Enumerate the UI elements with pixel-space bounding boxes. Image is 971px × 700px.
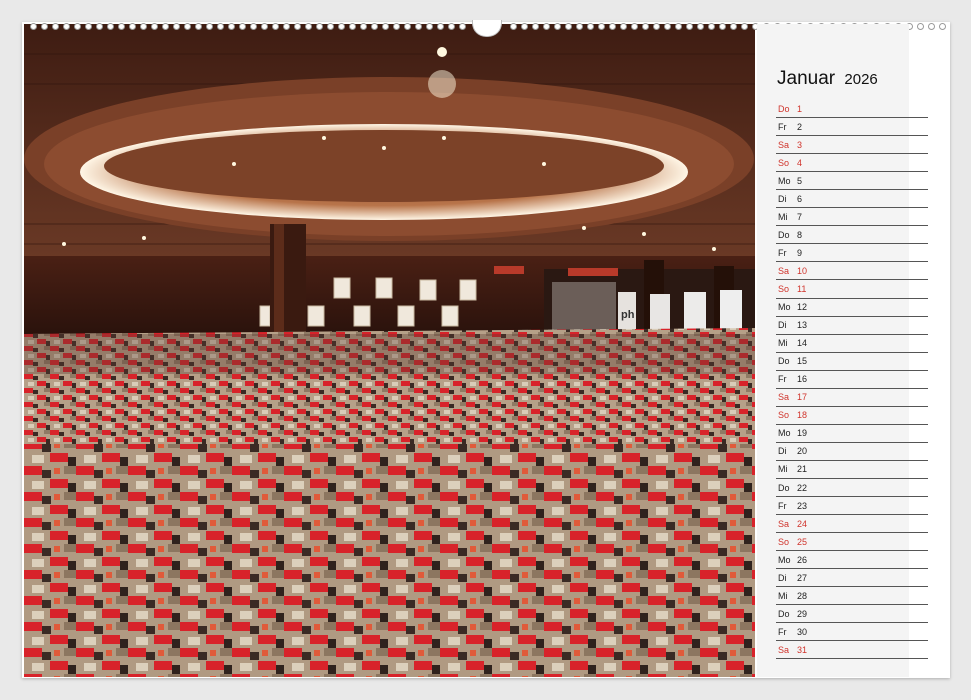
day-number: 13 [797,320,808,331]
day-row [776,587,928,605]
weekday-label: Sa [778,139,790,150]
binding-hole [140,23,147,30]
binding-hole [261,23,268,30]
binding-hole [664,23,671,30]
weekday-label: Mi [778,464,788,475]
day-number: 16 [797,374,808,385]
day-row [776,407,928,425]
day-number: 17 [797,392,808,403]
binding-hole [206,23,213,30]
day-number: 24 [797,518,808,529]
binding-hole [283,23,290,30]
weekday-label: Di [778,446,787,457]
binding-hole [338,23,345,30]
binding-hole [217,23,224,30]
binding-hole [917,23,924,30]
day-row [776,353,928,371]
binding-hole [543,23,550,30]
binding-hole [250,23,257,30]
day-row [776,172,928,190]
binding-hole [598,23,605,30]
day-row [776,299,928,317]
binding-hole [565,23,572,30]
month-name: Januar [777,68,836,89]
binding-hole [448,23,455,30]
day-number: 20 [797,446,808,457]
binding-hole [316,23,323,30]
weekday-label: Do [778,356,790,367]
binding-hole [437,23,444,30]
binding-hole [30,23,37,30]
binding-hole [554,23,561,30]
ballroom-photo [24,24,755,677]
weekday-label: Sa [778,518,790,529]
day-row [776,280,928,298]
binding-hole [173,23,180,30]
day-number: 7 [797,211,803,222]
binding-hole [587,23,594,30]
binding-hole [609,23,616,30]
day-number: 12 [797,302,808,313]
day-number: 3 [797,139,803,150]
day-row [776,515,928,533]
weekday-label: So [778,410,790,421]
day-number: 4 [797,157,803,168]
weekday-label: Do [778,229,790,240]
day-number: 6 [797,193,803,204]
binding-hole [272,23,279,30]
weekday-label: Do [778,103,790,114]
day-row [776,443,928,461]
binding-hole [708,23,715,30]
binding-hole [697,23,704,30]
weekday-label: Sa [778,265,790,276]
day-number: 2 [797,121,803,132]
binding-hole [305,23,312,30]
day-number: 15 [797,356,808,367]
day-number: 22 [797,482,808,493]
binding-hole [74,23,81,30]
day-row [776,605,928,623]
weekday-label: Di [778,193,787,204]
binding-hole [653,23,660,30]
day-number: 31 [797,644,808,655]
binding-hole [63,23,70,30]
binding-hole [195,23,202,30]
binding-hole [730,23,737,30]
binding-hole [532,23,539,30]
day-number: 1 [797,103,803,114]
day-row [776,425,928,443]
day-number: 21 [797,464,808,475]
binding-hole [576,23,583,30]
binding-hole [294,23,301,30]
binding-hole [719,23,726,30]
day-row [776,641,928,659]
day-row [776,118,928,136]
binding-hole [360,23,367,30]
binding-hole [228,23,235,30]
day-number: 11 [797,283,807,294]
binding-hole [521,23,528,30]
month-title [777,68,878,90]
binding-hole [426,23,433,30]
day-row [776,100,928,118]
day-number: 25 [797,536,808,547]
weekday-label: Mo [778,554,791,565]
day-row [776,497,928,515]
day-number: 14 [797,338,808,349]
day-number: 26 [797,554,808,565]
binding-hole [41,23,48,30]
binding-hole [327,23,334,30]
binding-hole [393,23,400,30]
weekday-label: Mo [778,175,791,186]
weekday-label: Mi [778,211,788,222]
binding-hole [85,23,92,30]
binding-hole [459,23,466,30]
weekday-label: Mi [778,590,788,601]
day-number: 29 [797,608,808,619]
sign-text: ph [621,309,635,321]
binding-hole [162,23,169,30]
binding-hole [675,23,682,30]
ballroom-photo-graphic [24,24,755,677]
weekday-label: So [778,283,790,294]
day-row [776,623,928,641]
binding-hole [939,23,946,30]
day-number: 30 [797,626,808,637]
day-row [776,208,928,226]
binding-hole [415,23,422,30]
binding-hole [928,23,935,30]
weekday-label: Fr [778,500,787,511]
binding-hole [52,23,59,30]
weekday-label: Di [778,572,787,583]
binding-hole [184,23,191,30]
binding-hole [741,23,748,30]
day-number: 10 [797,265,808,276]
day-row [776,569,928,587]
day-row [776,479,928,497]
day-number: 5 [797,175,803,186]
weekday-label: Mi [778,338,788,349]
day-row [776,226,928,244]
weekday-label: Di [778,320,787,331]
binding-hole [620,23,627,30]
day-row [776,136,928,154]
weekday-label: So [778,157,790,168]
binding-hole [404,23,411,30]
weekday-label: Fr [778,626,787,637]
binding-hole [349,23,356,30]
weekday-label: Fr [778,247,787,258]
day-number: 28 [797,590,808,601]
day-number: 8 [797,229,803,240]
day-row [776,335,928,353]
weekday-label: Fr [778,121,787,132]
weekday-label: Sa [778,392,790,403]
binding-hole [118,23,125,30]
day-row [776,389,928,407]
day-row [776,190,928,208]
day-row [776,244,928,262]
weekday-label: Mo [778,302,791,313]
binding-hole [510,23,517,30]
weekday-label: Do [778,608,790,619]
binding-hole [107,23,114,30]
day-row [776,533,928,551]
day-number: 23 [797,500,808,511]
day-row [776,262,928,280]
weekday-label: Sa [778,644,790,655]
day-row [776,461,928,479]
calendar-panel [757,24,909,677]
day-row [776,371,928,389]
binding-hole [382,23,389,30]
weekday-label: So [778,536,790,547]
weekday-label: Fr [778,374,787,385]
binding-hole [239,23,246,30]
day-row [776,154,928,172]
day-number: 18 [797,410,808,421]
binding-hole [371,23,378,30]
day-number: 19 [797,428,808,439]
month-year: 2026 [844,71,878,88]
weekday-label: Do [778,482,790,493]
binding-hole [151,23,158,30]
binding-hole [129,23,136,30]
day-number: 9 [797,247,803,258]
binding-hole [642,23,649,30]
binding-hole [631,23,638,30]
day-row [776,551,928,569]
binding-hole [686,23,693,30]
day-list [776,100,928,659]
day-row [776,317,928,335]
weekday-label: Mo [778,428,791,439]
day-number: 27 [797,572,808,583]
binding-hole [96,23,103,30]
